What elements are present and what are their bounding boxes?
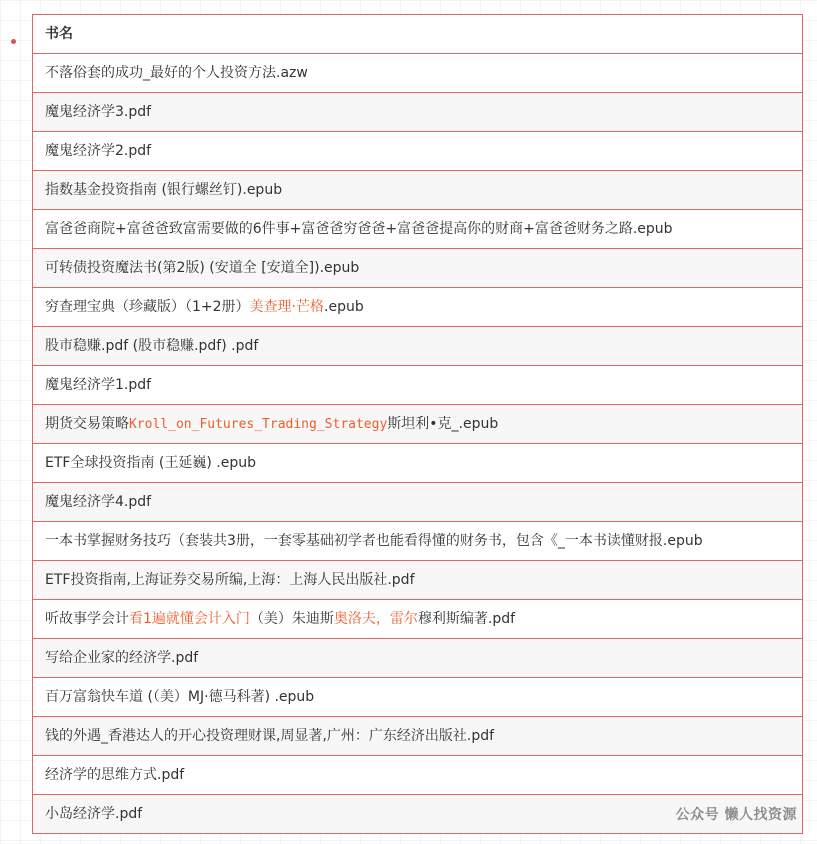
title-text: 百万富翁快车道 (（美）MJ·德马科著) .epub bbox=[45, 689, 315, 705]
highlighted-text: 看1遍就懂会计入门 bbox=[129, 611, 250, 627]
table-row bbox=[33, 717, 803, 756]
title-text: 富爸爸商院+富爸爸致富需要做的6件事+富爸爸穷爸爸+富爸爸提高你的财商+富爸爸财务之路.epub bbox=[45, 221, 673, 237]
book-title-cell bbox=[33, 483, 803, 522]
table-row bbox=[33, 327, 803, 366]
table-row bbox=[33, 444, 803, 483]
table-row bbox=[33, 522, 803, 561]
title-text: 穷查理宝典（珍藏版）（1+2册） bbox=[45, 299, 250, 315]
title-text: 经济学的思维方式.pdf bbox=[45, 767, 185, 783]
table-row bbox=[33, 561, 803, 600]
table-row bbox=[33, 249, 803, 288]
title-text: 写给企业家的经济学.pdf bbox=[45, 650, 199, 666]
title-text: 听故事学会计 bbox=[45, 611, 129, 627]
table-row bbox=[33, 639, 803, 678]
title-text: 可转债投资魔法书(第2版) (安道全 [安道全]).epub bbox=[45, 260, 360, 276]
table-row bbox=[33, 678, 803, 717]
book-title-cell bbox=[33, 678, 803, 717]
book-list-table bbox=[32, 14, 803, 834]
book-title-cell bbox=[33, 171, 803, 210]
title-text: 魔鬼经济学2.pdf bbox=[45, 143, 152, 159]
watermark: 公众号 懒人找资源 bbox=[675, 807, 797, 823]
book-title-cell bbox=[33, 405, 803, 444]
title-text: ETF全球投资指南 (王延巍) .epub bbox=[45, 455, 256, 471]
title-text: 魔鬼经济学3.pdf bbox=[45, 104, 152, 120]
table-row bbox=[33, 756, 803, 795]
book-title-cell bbox=[33, 366, 803, 405]
table-row bbox=[33, 483, 803, 522]
book-title-cell bbox=[33, 327, 803, 366]
table-row bbox=[33, 366, 803, 405]
table-row bbox=[33, 405, 803, 444]
table-row bbox=[33, 288, 803, 327]
table-row bbox=[33, 132, 803, 171]
table-header-row bbox=[33, 15, 803, 54]
title-text: 期货交易策略 bbox=[45, 415, 129, 432]
book-title-cell bbox=[33, 756, 803, 795]
title-text: 魔鬼经济学4.pdf bbox=[45, 494, 152, 510]
table-row bbox=[33, 171, 803, 210]
highlighted-text: 美查理·芒格 bbox=[249, 299, 324, 315]
book-title-cell bbox=[33, 93, 803, 132]
book-title-cell bbox=[33, 54, 803, 93]
book-title-cell bbox=[33, 561, 803, 600]
title-text: 指数基金投资指南 (银行螺丝钉).epub bbox=[45, 182, 283, 198]
book-title-cell bbox=[33, 249, 803, 288]
title-text: ETF投资指南,上海证券交易所编,上海：上海人民出版社.pdf bbox=[45, 572, 415, 588]
title-text: 魔鬼经济学1.pdf bbox=[45, 377, 152, 393]
book-title-cell bbox=[33, 210, 803, 249]
title-text: 一本书掌握财务技巧（套装共3册，一套零基础初学者也能看得懂的财务书，包含《_一本书读懂财报.epub bbox=[45, 533, 703, 549]
book-title-cell bbox=[33, 717, 803, 756]
title-text: 斯坦利•克_.epub bbox=[387, 415, 499, 432]
title-text: 穆利斯编著.pdf bbox=[417, 611, 516, 627]
book-title-cell bbox=[33, 639, 803, 678]
table-body bbox=[33, 54, 803, 834]
column-header-book-name: 书名 bbox=[33, 15, 803, 54]
book-title-cell bbox=[33, 288, 803, 327]
table-row bbox=[33, 93, 803, 132]
table-row bbox=[33, 600, 803, 639]
book-title-cell bbox=[33, 444, 803, 483]
title-text: .epub bbox=[324, 299, 364, 315]
highlighted-text: Kroll_on_Futures_Trading_Strategy bbox=[129, 416, 388, 432]
table-row bbox=[33, 210, 803, 249]
book-title-cell bbox=[33, 600, 803, 639]
title-text: 不落俗套的成功_最好的个人投资方法.azw bbox=[45, 65, 308, 81]
title-text: （美）朱迪斯 bbox=[249, 611, 334, 627]
book-title-cell bbox=[33, 132, 803, 171]
title-text: 钱的外遇_香港达人的开心投资理财课,周显著,广州：广东经济出版社.pdf bbox=[45, 728, 495, 744]
highlighted-text: 奥洛夫，雷尔 bbox=[333, 611, 418, 627]
title-text: 股市稳赚.pdf (股市稳赚.pdf) .pdf bbox=[45, 338, 259, 354]
table-row bbox=[33, 54, 803, 93]
book-title-cell bbox=[33, 522, 803, 561]
title-text: 小岛经济学.pdf bbox=[45, 806, 143, 822]
list-bullet bbox=[11, 39, 16, 44]
